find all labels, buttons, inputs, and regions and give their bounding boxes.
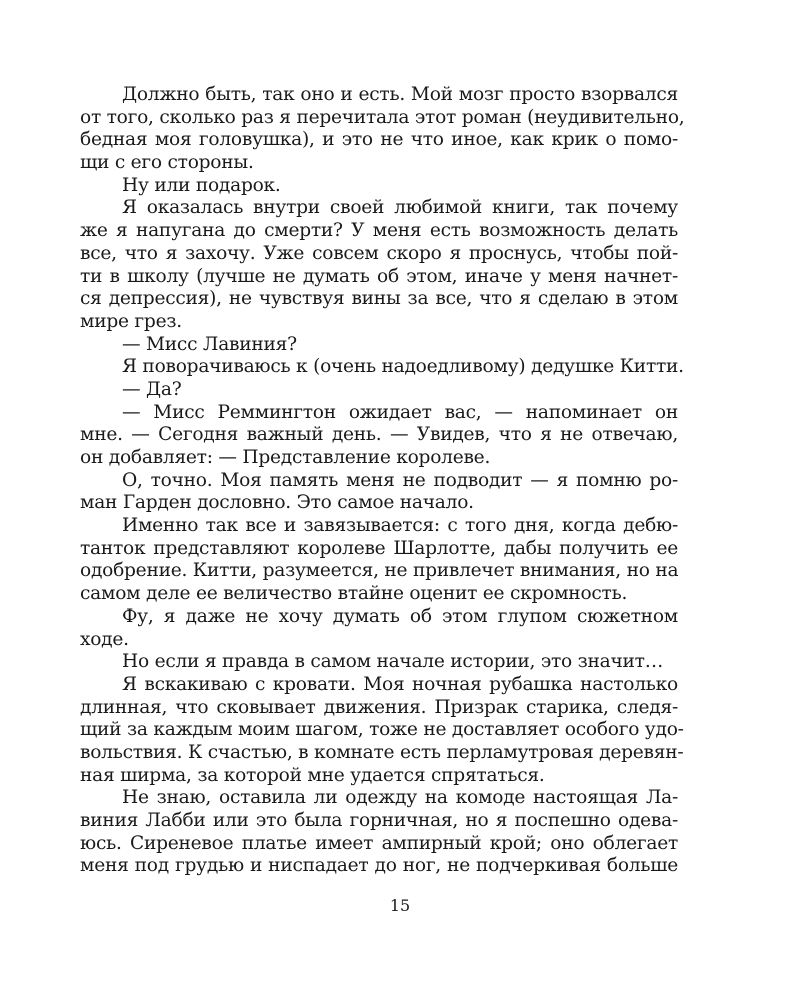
text-line: Но если я правда в самом начале истории, это значит… xyxy=(122,651,664,673)
text-line: все, что я захочу. Уже совсем скоро я проснусь, чтобы пой- xyxy=(80,242,678,264)
text-line: ся депрессия), не чувствуя вины за все, что я сделаю в этом xyxy=(80,288,678,310)
text-line: Ну или подарок. xyxy=(122,174,281,196)
text-line: бедная моя головушка), и это не что иное, как крик о помо- xyxy=(80,129,678,151)
text-line: одобрение. Китти, разумеется, не привлечет внимания, но на xyxy=(80,560,679,582)
text-line: мире грез. xyxy=(80,310,182,332)
text-line: — Мисс Лавиния? xyxy=(122,333,297,355)
text-line: Фу, я даже не хочу думать об этом глупом сюжетном xyxy=(122,605,678,627)
text-line: Я поворачиваюсь к (очень надоедливому) дедушке Китти. xyxy=(122,356,684,378)
text-line: от того, сколько раз я перечитала этот роман (неудивительно, xyxy=(80,106,685,128)
text-line: же я напугана до смерти? У меня есть возможность делать xyxy=(80,220,678,242)
text-line: щи с его стороны. xyxy=(80,152,254,174)
text-line: ман Гарден дословно. Это самое начало. xyxy=(80,492,474,514)
text-line: ти в школу (лучше не думать об этом, иначе у меня начнет- xyxy=(80,265,678,287)
page-body xyxy=(80,84,685,878)
text-line: ходе. xyxy=(80,628,129,650)
text-line: длинная, что сковывает движения. Призрак старика, следя- xyxy=(80,696,678,718)
text-line: Я оказалась внутри своей любимой книги, так почему xyxy=(122,197,678,219)
text-line: ная ширма, за которой мне удается спрятаться. xyxy=(80,764,545,786)
text-line: О, точно. Моя память меня не подводит — я помню ро- xyxy=(122,469,678,491)
text-line: — Да? xyxy=(122,378,182,400)
text-line: щий за каждым моим шагом, тоже не доставляет особого удо- xyxy=(80,719,684,741)
text-line: — Мисс Реммингтон ожидает вас, — напоминает он xyxy=(122,401,678,423)
text-line: Должно быть, так оно и есть. Мой мозг просто взорвался xyxy=(122,84,678,105)
text-line: он добавляет: — Представление королеве. xyxy=(80,447,491,468)
text-line: Именно так все и завязывается: с того дня, когда дебю- xyxy=(122,515,678,537)
text-line: Не знаю, оставила ли одежду на комоде настоящая Ла- xyxy=(122,787,678,809)
text-line: мне. — Сегодня важный день. — Увидев, что я не отвечаю, xyxy=(80,424,678,446)
text-line: юсь. Сиреневое платье имеет ампирный крой; оно облегает xyxy=(80,832,678,854)
text-line: танток представляют королеве Шарлотте, дабы получить ее xyxy=(80,537,678,559)
page-number: 15 xyxy=(389,896,411,915)
text-line: виния Лабби или это была горничная, но я поспешно одева- xyxy=(80,810,678,831)
text-line: самом деле ее величество втайне оценит ее скромность. xyxy=(80,583,628,605)
text-line: вольствия. К счастью, в комнате есть перламутровая деревян- xyxy=(80,741,684,763)
text-line: меня под грудью и ниспадает до ног, не подчеркивая больше xyxy=(80,855,678,877)
text-line: Я вскакиваю с кровати. Моя ночная рубашка настолько xyxy=(122,673,678,695)
